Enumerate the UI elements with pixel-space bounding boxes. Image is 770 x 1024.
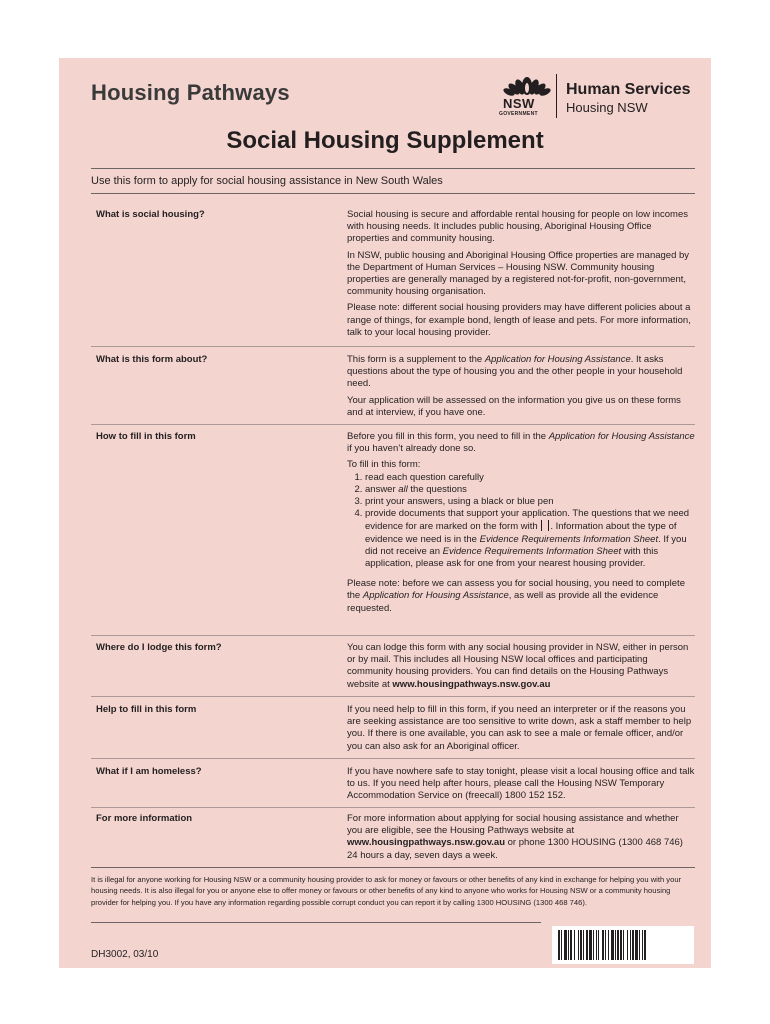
nsw-wordmark: NSW xyxy=(503,96,535,111)
website-link: www.housingpathways.nsw.gov.au xyxy=(392,678,551,690)
divider xyxy=(91,922,541,923)
answer-paragraph: Please note: before we can assess you for social housing, you need to complete the Application for Housing Assistance, as well as provide all the evidence requested. xyxy=(347,578,685,614)
answer-paragraph: This form is a supplement to the Application for Housing Assistance. It asks questions about the type of housing you and the other people in your household need. xyxy=(347,354,683,390)
section-answer xyxy=(347,766,695,807)
evidence-marker-icon xyxy=(541,520,549,531)
nsw-logo xyxy=(499,68,699,120)
list-item: 4. provide documents that support your application. The questions that we need evidence for are marked on the form with . Information about the type of evidence we need is in the Evidence Requirements Information Sheet. If you did not receive an Evidence Requirements Information Sheet with this application, please ask for one from your nearest housing provider. xyxy=(365,508,695,570)
legal-notice: It is illegal for anyone working for Housing NSW or a community housing provider to ask for money or favours or other benefits of any kind in exchange for helping you with your housing needs. It is also illegal for you or anyone else to offer money or favours or other benefits of any kind to anyone who works for Housing NSW or a community housing provider for helping you. If you have any information regarding possible corrupt conduct you can report it by calling 1300 HOUSING (1300 468 746). xyxy=(91,875,682,907)
housing-pathways-brand: Housing Pathways xyxy=(91,80,290,105)
section-question: How to fill in this form xyxy=(96,431,196,442)
section-question: What if I am homeless? xyxy=(96,766,202,777)
answer-paragraph: Before you fill in this form, you need to fill in the Application for Housing Assistance if you haven’t already done so. xyxy=(347,431,695,455)
section-divider xyxy=(91,424,695,425)
section-question: What is social housing? xyxy=(96,209,205,220)
section-divider xyxy=(91,758,695,759)
divider xyxy=(91,193,695,194)
section-divider xyxy=(91,635,695,636)
section-divider xyxy=(91,346,695,347)
logo-divider xyxy=(556,74,557,118)
waratah-icon xyxy=(499,68,555,98)
website-link: www.housingpathways.nsw.gov.au xyxy=(347,837,505,849)
section-divider xyxy=(91,807,695,808)
answer-paragraph: Your application will be assessed on the information you give us on these forms and at interview, if you have one. xyxy=(347,394,681,418)
list-intro: To fill in this form: xyxy=(347,459,421,471)
answer-paragraph: Please note: different social housing providers may have different policies about a range of things, for example bond, length of lease and pets. For more information, talk to your local housing provider. xyxy=(347,302,691,338)
intro-text: Use this form to apply for social housing assistance in New South Wales xyxy=(91,175,443,187)
page-title: Social Housing Supplement xyxy=(226,127,544,154)
section-answer xyxy=(347,431,695,619)
government-wordmark: GOVERNMENT xyxy=(499,111,538,117)
department-name: Human Services xyxy=(566,81,691,98)
section-answer xyxy=(347,704,695,757)
divider xyxy=(91,168,695,169)
section-question: For more information xyxy=(96,813,193,824)
section-answer xyxy=(347,813,695,866)
answer-paragraph: Social housing is secure and affordable rental housing for people on low incomes with housing needs. It includes public housing, Aboriginal Housing Office properties and community housing. xyxy=(347,209,688,245)
answer-paragraph: If you have nowhere safe to stay tonight, please visit a local housing office and talk to us. If you need help after hours, please call the Housing NSW Temporary Accommodation Service on (freecall) 1800 152 152. xyxy=(347,766,695,802)
form-code: DH3002, 03/10 xyxy=(91,949,159,960)
list-item: 1. read each question carefully xyxy=(365,472,695,484)
instruction-list xyxy=(347,472,695,571)
answer-paragraph: You can lodge this form with any social housing provider in NSW, either in person or by mail. This includes all Housing NSW local offices and participating community housing providers. You can find details on the Housing Pathways website at www.housingpathways.nsw.gov.au xyxy=(347,642,689,690)
list-item: 3. print your answers, using a black or blue pen xyxy=(365,496,695,508)
answer-paragraph: In NSW, public housing and Aboriginal Housing Office properties are managed by the Department of Human Services – Housing NSW. Community housing properties are generally managed by a registered not-for-profit, non-government, community housing organisation. xyxy=(347,249,690,298)
barcode xyxy=(552,926,694,964)
form-page xyxy=(59,58,711,968)
section-question: Help to fill in this form xyxy=(96,704,197,715)
section-answer xyxy=(347,354,695,423)
section-question: Where do I lodge this form? xyxy=(96,642,222,653)
divider xyxy=(91,867,695,868)
list-item: 2. answer all the questions xyxy=(365,484,695,496)
section-answer xyxy=(347,209,695,343)
answer-paragraph: For more information about applying for social housing assistance and whether you are eligible, see the Housing Pathways website at www.housingpathways.nsw.gov.au or phone 1300 HOUSING (1300 468 746) 24 hours a day, seven days a week. xyxy=(347,813,683,861)
barcode-icon xyxy=(552,926,694,964)
section-divider xyxy=(91,696,695,697)
section-question: What is this form about? xyxy=(96,354,208,365)
agency-name: Housing NSW xyxy=(566,100,648,115)
section-answer xyxy=(347,642,695,695)
answer-paragraph: If you need help to fill in this form, if you need an interpreter or if the reasons you are seeking assistance are too sensitive to write down, ask a staff member to help you. If there is one available, you can ask to see a male or female officer, and/or you can also ask for an Aboriginal officer. xyxy=(347,704,692,752)
